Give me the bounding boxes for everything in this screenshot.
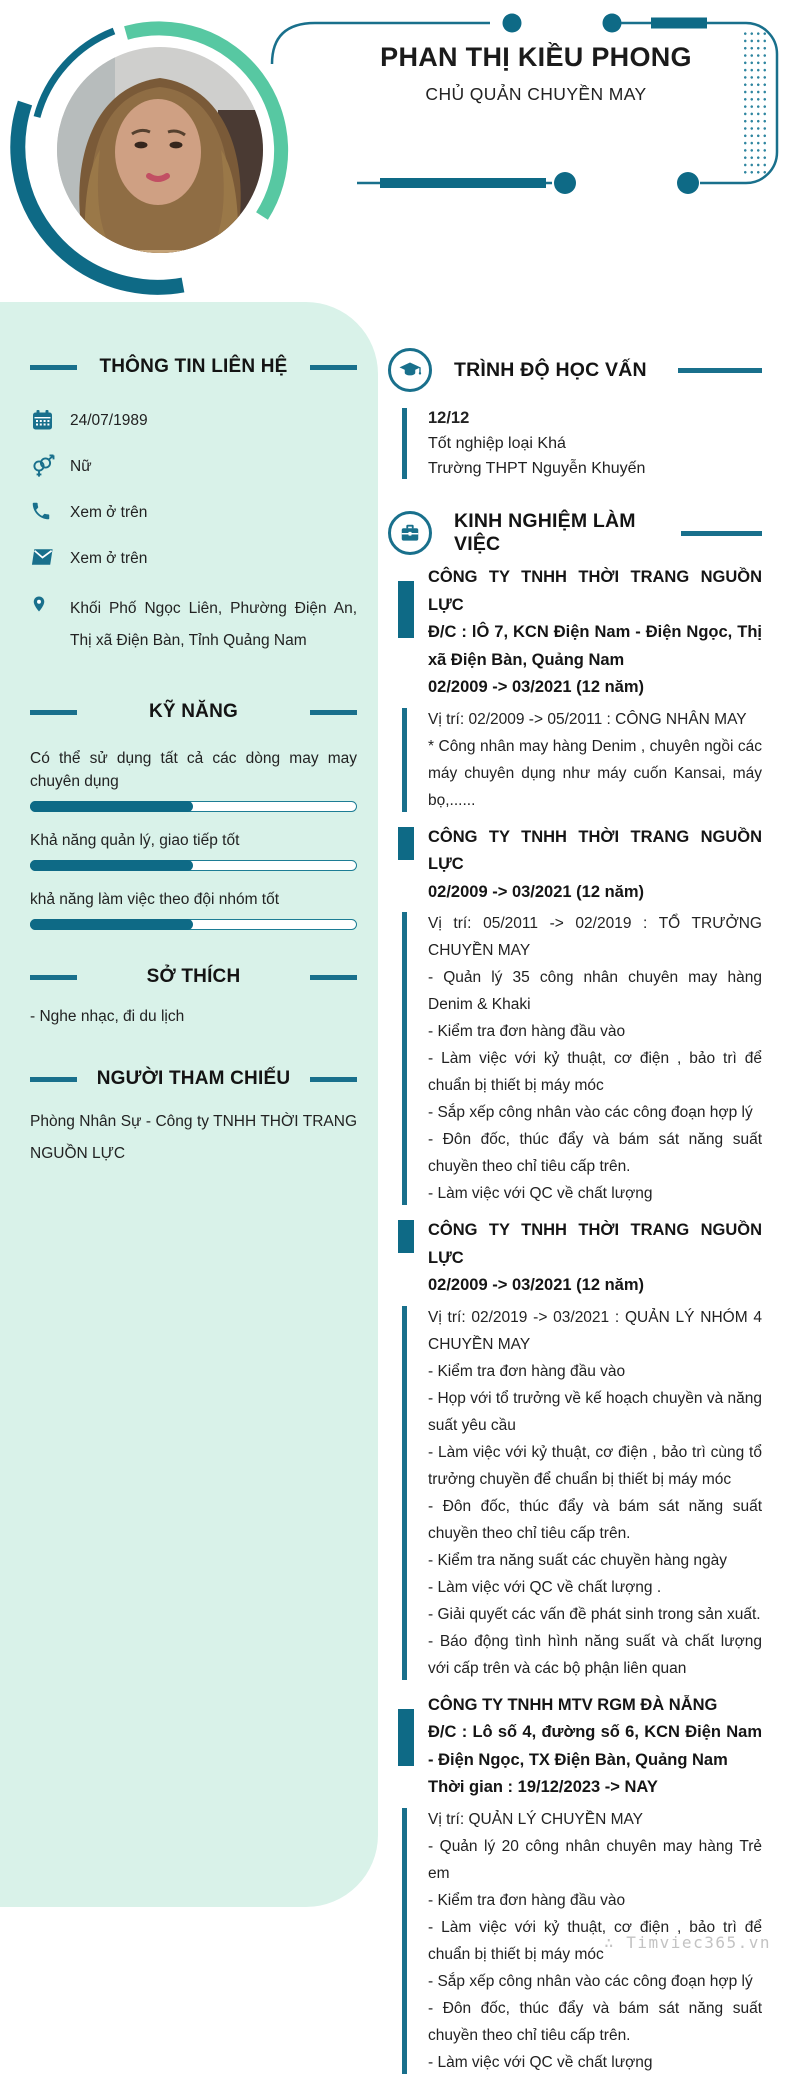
- job-position: Vị trí: QUẢN LÝ CHUYỀN MAY: [428, 1810, 644, 1828]
- skill-progress-fill: [30, 919, 193, 930]
- dash-right: [678, 368, 762, 373]
- decor-dot: [503, 14, 522, 33]
- job-duty: - Quản lý 35 công nhân chuyên may hàng Denim & Khaki: [428, 969, 762, 1013]
- job-duty: - Làm việc với kỷ thuật, cơ điện , bảo trì để chuẩn bị thiết bị máy móc: [428, 1050, 762, 1094]
- right-column: [388, 348, 762, 2082]
- job-position: Vị trí: 02/2019 -> 03/2021 : QUẢN LÝ NHÓM 4 CHUYỀN MAY: [428, 1308, 762, 1353]
- education-detail: Trường THPT Nguyễn Khuyến: [428, 460, 646, 477]
- job-duty: - Đôn đốc, thúc đẩy và bám sát năng suất chuyền theo chỉ tiêu cấp trên.: [428, 1131, 762, 1175]
- job-position: Vị trí: 05/2011 -> 02/2019 : TỔ TRƯỞNG CHUYỀN MAY: [428, 915, 762, 959]
- skill-list: [30, 747, 357, 930]
- contact-item: [30, 454, 357, 479]
- skill-label: khả năng làm việc theo đội nhóm tốt: [30, 891, 280, 908]
- decor-dot: [554, 172, 576, 194]
- skill-progress-track: [30, 860, 357, 871]
- company-name: CÔNG TY TNHH MTV RGM ĐÀ NẴNG: [428, 1695, 718, 1714]
- candidate-title: CHỦ QUẢN CHUYỀN MAY: [425, 84, 647, 104]
- job-duty: - Đôn đốc, thúc đẩy và bám sát năng suất chuyền theo chỉ tiêu cấp trên.: [428, 1999, 762, 2044]
- contact-item: [30, 408, 357, 433]
- skill-progress-track: [30, 919, 357, 930]
- experience-section-title: KINH NGHIỆM LÀM VIỆC: [454, 510, 636, 555]
- contact-section-header: [30, 356, 357, 378]
- company-address: Đ/C : Lô số 4, đường số 6, KCN Điện Nam - Điện Ngọc, TX Điện Bàn, Quảng Nam: [428, 1723, 762, 1769]
- skill-progress-fill: [30, 860, 193, 871]
- contact-item-text: Khối Phố Ngọc Liên, Phường Điện An, Thị xã Điện Bàn, Tỉnh Quảng Nam: [70, 600, 357, 649]
- education-section-header: [388, 348, 762, 392]
- skills-section-header: [30, 701, 357, 723]
- left-panel: [0, 302, 378, 1907]
- contact-list: [30, 408, 357, 657]
- job-period: 02/2009 -> 03/2021 (12 năm): [428, 678, 645, 696]
- job-duty: - Sắp xếp công nhân vào các công đoạn hợp lý: [428, 1972, 753, 1990]
- education-block: [428, 404, 762, 483]
- job-marker-bar: [398, 1220, 414, 1253]
- decor-bar: [380, 178, 546, 188]
- watermark: ∴ Timviec365.vn: [604, 1933, 771, 1952]
- job-duty: - Làm việc với QC về chất lượng: [428, 1185, 653, 1202]
- dash-left: [30, 710, 77, 715]
- hobbies-section: [30, 966, 357, 1026]
- education-grade: 12/12: [428, 409, 470, 427]
- briefcase-icon: [388, 511, 432, 555]
- job-header: [428, 1217, 762, 1300]
- skill-label: Có thể sử dụng tất cả các dòng may may chuyên dụng: [30, 750, 357, 790]
- decor-dot: [677, 172, 699, 194]
- contact-item: [30, 500, 357, 525]
- job-duty: - Kiểm tra đơn hàng đầu vào: [428, 1891, 626, 1909]
- job-details: [428, 704, 762, 816]
- dash-left: [30, 365, 77, 370]
- job-details: [428, 1302, 762, 1684]
- phone-icon: [30, 500, 56, 524]
- skills-section-title: KỸ NĂNG: [148, 701, 238, 722]
- email-icon: [30, 546, 56, 570]
- company-name: CÔNG TY TNHH THỜI TRANG NGUỒN LỰC: [428, 568, 762, 614]
- skills-section: [30, 701, 357, 930]
- job-duty: - Quản lý 20 công nhân chuyên may hàng Trẻ em: [428, 1837, 762, 1882]
- decor-dot: [603, 14, 622, 33]
- gender-icon: [30, 454, 56, 478]
- job-marker-bar: [398, 827, 414, 860]
- job-duty: - Giải quyết các vấn đề phát sinh trong sản xuất.: [428, 1605, 761, 1623]
- job-period: 02/2009 -> 03/2021 (12 năm): [428, 882, 645, 901]
- dash-right: [310, 710, 357, 715]
- company-name: CÔNG TY TNHH THỜI TRANG NGUỒN LỰC: [428, 827, 762, 873]
- dotted-pattern: [742, 30, 770, 176]
- contact-item: [30, 546, 357, 571]
- job-duty: - Sắp xếp công nhân vào các công đoạn hợp lý: [428, 1104, 753, 1121]
- reference-section: [30, 1068, 357, 1170]
- hobbies-text: - Nghe nhạc, đi du lịch: [30, 1008, 185, 1025]
- skill-label: Khả năng quản lý, giao tiếp tốt: [30, 832, 240, 849]
- job-header: [428, 824, 762, 907]
- reference-section-header: [30, 1068, 357, 1090]
- dash-left: [30, 1077, 77, 1082]
- job-header: [428, 564, 762, 702]
- job-duty: - Báo động tình hình năng suất và chất lượng với cấp trên và các bộ phận liên quan: [428, 1632, 762, 1677]
- job-duty: - Đôn đốc, thúc đẩy và bám sát năng suất chuyền theo chỉ tiêu cấp trên.: [428, 1497, 762, 1542]
- job-details: [428, 908, 762, 1209]
- dash-right: [681, 531, 762, 536]
- skill-progress-fill: [30, 801, 193, 812]
- company-name: CÔNG TY TNHH THỜI TRANG NGUỒN LỰC: [428, 1221, 762, 1267]
- job-marker-bar: [398, 581, 414, 638]
- decor-bar: [651, 18, 707, 29]
- hobbies-section-header: [30, 966, 357, 988]
- contact-item-text: Xem ở trên: [70, 504, 148, 521]
- job-duty: - Kiểm tra đơn hàng đầu vào: [428, 1023, 626, 1040]
- contact-item-text: Nữ: [70, 458, 92, 475]
- dash-right: [310, 365, 357, 370]
- job-duty: - Họp với tổ trưởng về kế hoạch chuyền và năng suất yêu cầu: [428, 1389, 762, 1434]
- job-duty: * Công nhân may hàng Denim , chuyên ngồi các máy chuyên dụng như máy cuốn Kansai, máy bọ,......: [428, 737, 762, 809]
- calendar-icon: [30, 408, 56, 432]
- job-period: Thời gian : 19/12/2023 -> NAY: [428, 1778, 658, 1796]
- dash-left: [30, 975, 77, 980]
- job-header: [428, 1692, 762, 1802]
- contact-item-text: 24/07/1989: [70, 412, 148, 429]
- reference-section-title: NGƯỜI THAM CHIẾU: [96, 1068, 291, 1089]
- job-period: 02/2009 -> 03/2021 (12 năm): [428, 1276, 645, 1294]
- experience-section-header: [388, 510, 762, 556]
- contact-item-text: Xem ở trên: [70, 550, 148, 567]
- job-duty: - Làm việc với QC về chất lượng: [428, 2053, 653, 2071]
- candidate-name: PHAN THỊ KIỀU PHONG: [380, 42, 692, 72]
- job-list: [388, 564, 762, 2078]
- job-duty: - Kiểm tra đơn hàng đầu vào: [428, 1362, 626, 1380]
- education-section-title: TRÌNH ĐỘ HỌC VẤN: [454, 358, 647, 381]
- location-icon: [30, 592, 56, 616]
- hobbies-section-title: SỞ THÍCH: [146, 966, 241, 987]
- skill-progress-track: [30, 801, 357, 812]
- job-duty: - Làm việc với QC về chất lượng .: [428, 1578, 662, 1596]
- job-duty: - Kiểm tra năng suất các chuyền hàng ngày: [428, 1551, 727, 1569]
- reference-text: Phòng Nhân Sự - Công ty TNHH THỜI TRANG NGUỒN LỰC: [30, 1113, 357, 1162]
- job-marker-bar: [398, 1709, 414, 1766]
- company-address: Đ/C : lÔ 7, KCN Điện Nam - Điện Ngọc, Thị xã Điện Bàn, Quảng Nam: [428, 623, 762, 669]
- contact-item: [30, 592, 357, 657]
- dash-right: [310, 1077, 357, 1082]
- graduation-cap-icon: [388, 348, 432, 392]
- contact-section-title: THÔNG TIN LIÊN HỆ: [99, 356, 288, 377]
- dash-right: [310, 975, 357, 980]
- education-detail: Tốt nghiệp loại Khá: [428, 435, 566, 452]
- profile-photo: [57, 47, 278, 290]
- job-position: Vị trí: 02/2009 -> 05/2011 : CÔNG NHÂN MAY: [428, 710, 747, 728]
- job-duty: - Làm việc với kỷ thuật, cơ điện , bảo trì để chuẩn bị thiết bị máy móc: [428, 1918, 762, 1963]
- job-duty: - Làm việc với kỷ thuật, cơ điện , bảo trì cùng tổ trưởng chuyền để chuẩn bị thiết bị máy móc: [428, 1443, 762, 1488]
